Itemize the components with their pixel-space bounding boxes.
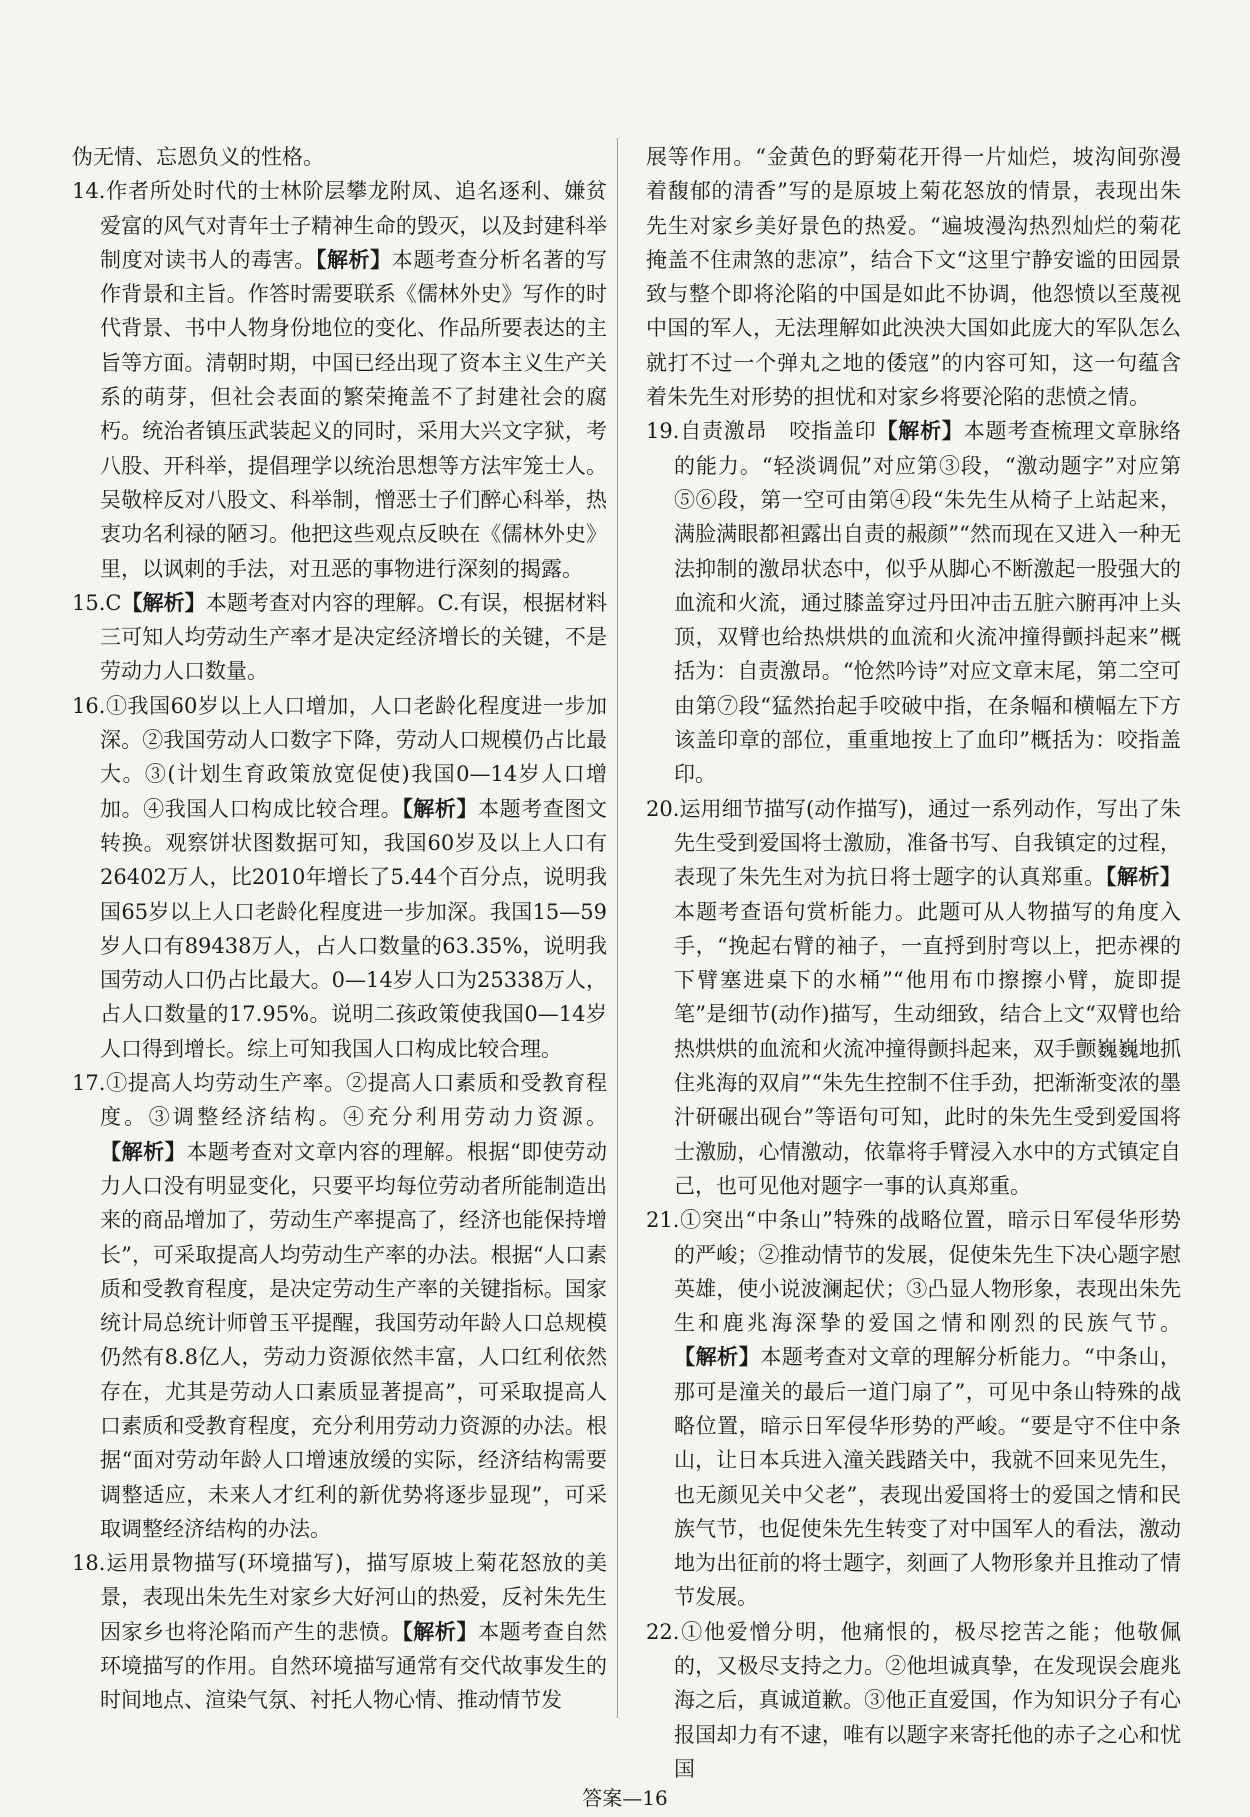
question-number: 18. xyxy=(72,1551,106,1576)
answer-text: 运用细节描写(动作描写)，通过一系列动作，写出了朱先生受到爱国将士激励，准备书写、自我镇定的过程，表现了朱先生对为抗日将士题字的认真郑重。 xyxy=(674,796,1181,890)
question-number: 16. xyxy=(72,693,106,718)
question-number: 21. xyxy=(646,1208,680,1233)
right-column xyxy=(646,140,1181,1786)
analysis-label: 【解析】 xyxy=(402,795,479,821)
analysis-text: 本题考查梳理文章脉络的能力。“轻淡调侃”对应第③段，“激动题字”对应第⑤⑥段，第一空可由第④段“朱先生从椅子上站起来，满脸满眼都袒露出自责的赧颜”“然而现在又进入一种无法抑制的激昂状态中，似乎从脚心不断激起一股强大的血流和火流，通过膝盖穿过丹田冲击五脏六腑再冲上头顶，双臂也给热烘烘的血流和火流冲撞得颤抖起来”概括为：自责激昂。“怆然吟诗”对应文章末尾，第二空可由第⑦段“猛然抬起手咬破中指，在条幅和横幅左下方该盖印章的部位，重重地按上了血印”概括为：咬指盖印。 xyxy=(674,419,1182,787)
answer-item xyxy=(646,140,1181,414)
answer-text: C xyxy=(105,590,122,615)
answer-item xyxy=(72,586,607,689)
answer-text: ①突出“中条山”特殊的战略位置，暗示日军侵华形势的严峻；②推动情节的发展，促使朱先生下决心题字慰英雄，使小说波澜起伏；③凸显人物形象，表现出朱先生和鹿兆海深挚的爱国之情和刚烈的民族气节。 xyxy=(674,1208,1181,1336)
analysis-label: 【解析】 xyxy=(674,1344,761,1370)
question-number: 15. xyxy=(72,590,106,615)
analysis-label: 【解析】 xyxy=(876,418,964,444)
answer-item xyxy=(646,1203,1181,1615)
answer-item xyxy=(72,689,607,1066)
question-number: 20. xyxy=(646,796,680,821)
left-column xyxy=(72,140,607,1718)
answer-text: ①我国60岁以上人口增加，人口老龄化程度进一步加深。②我国劳动人口数字下降，劳动人口规模仍占比最大。③(计划生育政策放宽促使)我国0—14岁人口增加。④我国人口构成比较合理。 xyxy=(100,693,607,821)
analysis-label: 【解析】 xyxy=(315,246,392,272)
analysis-label: 【解析】 xyxy=(121,589,206,615)
answer-text: ①提高人均劳动生产率。②提高人口素质和受教育程度。③调整经济结构。④充分利用劳动力资源。 xyxy=(100,1071,607,1130)
answer-text: 运用景物描写(环境描写)，描写原坡上菊花怒放的美景，表现出朱先生对家乡大好河山的热爱，反衬朱先生因家乡也将沦陷而产生的悲愤。 xyxy=(100,1551,607,1644)
analysis-text: 本题考查对内容的理解。C.有误，根据材料三可知人均劳动生产率才是决定经济增长的关键，不是劳动力人口数量。 xyxy=(100,590,608,684)
analysis-label: 【解析】 xyxy=(402,1618,479,1644)
answer-item xyxy=(72,1066,607,1546)
question-number: 14. xyxy=(72,179,106,204)
answer-item xyxy=(646,414,1181,791)
analysis-label: 【解析】 xyxy=(1105,864,1182,890)
answer-text: 作者所处时代的士林阶层攀龙附凤、追名逐利、嫌贫爱富的风气对青年士子精神生命的毁灭，以及封建科举制度对读书人的毒害。 xyxy=(100,179,607,272)
analysis-text: 本题考查自然环境描写的作用。自然环境描写通常有交代故事发生的时间地点、渲染气氛、衬托人物心情、推动情节发 xyxy=(100,1619,608,1713)
analysis-text: 本题考查图文转换。观察饼状图数据可知，我国60岁及以上人口有26402万人，比2010年增长了5.44个百分点，说明我国65岁以上人口老龄化程度进一步加深。我国15—59岁人口有89438万人，占人口数量的63.35%，说明我国劳动人口仍占比最大。0—14岁人口为25338万人，占人口数量的17.95%。说明二孩政策使我国0—14岁人口得到增长。综上可知我国人口构成比较合理。 xyxy=(100,796,608,1061)
analysis-text: 本题考查语句赏析能力。此题可从人物描写的角度入手，“挽起右臂的袖子，一直捋到肘弯以上，把赤裸的下臂塞进桌下的水桶”“他用布巾擦擦小臂，旋即提笔”是细节(动作)描写，生动细致，结合上文“双臂也给热烘烘的血流和火流冲撞得颤抖起来，双手颤巍巍地抓住兆海的双肩”“朱先生控制不住手劲，把渐渐变浓的墨汁研碾出砚台”等语句可知，此时的朱先生受到爱国将士激励，心情激动，依靠将手臂浸入水中的方式镇定自己，也可见他对题字一事的认真郑重。 xyxy=(674,899,1181,1198)
analysis-text: 本题考查对文章的理解分析能力。“中条山，那可是潼关的最后一道门扇了”，可见中条山特殊的战略位置，暗示日军侵华形势的严峻。“要是守不住中条山，让日本兵进入潼关践踏关中，我就不回来见先生，也无颜见关中父老”，表现出爱国将士的爱国之情和民族气节，也促使朱先生转变了对中国军人的看法，激动地为出征前的将士题字，刻画了人物形象并且推动了情节发展。 xyxy=(674,1345,1182,1610)
column-divider xyxy=(617,138,618,1718)
question-number: 22. xyxy=(646,1619,680,1644)
analysis-text: 展等作用。“金黄色的野菊花开得一片灿烂，坡沟间弥漫着馥郁的清香”写的是原坡上菊花怒放的情景，表现出朱先生对家乡美好景色的热爱。“遍坡漫沟热烈灿烂的菊花掩盖不住肃煞的悲凉”，结合下文“这里宁静安谧的田园景致与整个即将沦陷的中国是如此不协调，他怨愤以至蔑视中国的军人，无法理解如此泱泱大国如此庞大的军队怎么就打不过一个弹丸之地的倭寇”的内容可知，这一句蕴含着朱先生对形势的担忧和对家乡将要沦陷的悲愤之情。 xyxy=(646,145,1181,410)
answer-text: ①他爱憎分明，他痛恨的，极尽挖苦之能；他敬佩的，又极尽支持之力。②他坦诚真挚，在发现误会鹿兆海之后，真诚道歉。③他正直爱国，作为知识分子有心报国却力有不逮，唯有以题字来寄托他的赤子之心和忧国 xyxy=(674,1619,1181,1781)
answer-item xyxy=(646,1615,1181,1786)
answer-text: 自责激昂 咬指盖印 xyxy=(679,419,877,444)
answer-item xyxy=(72,1546,607,1717)
answer-item xyxy=(72,174,607,586)
analysis-label: 【解析】 xyxy=(100,1138,187,1164)
analysis-text: 本题考查分析名著的写作背景和主旨。作答时需要联系《儒林外史》写作的时代背景、书中人物身份地位的变化、作品所要表达的主旨等方面。清朝时期，中国已经出现了资本主义生产关系的萌芽，但社会表面的繁荣掩盖不了封建社会的腐朽。统治者镇压武装起义的同时，采用大兴文字狱，考八股、开科举，提倡理学以统治思想等方法牢笼士人。吴敬梓反对八股文、科举制，憎恶士子们醉心科举，热衷功名利禄的陋习。他把这些观点反映在《儒林外史》里，以讽刺的手法，对丑恶的事物进行深刻的揭露。 xyxy=(100,247,608,581)
question-number: 19. xyxy=(646,419,680,444)
answer-item xyxy=(646,792,1181,1204)
page-footer: 答案—16 xyxy=(582,1786,668,1810)
analysis-text: 伪无情、忘恩负义的性格。 xyxy=(72,145,324,169)
answer-item xyxy=(72,140,607,174)
analysis-text: 本题考查对文章内容的理解。根据“即使劳动力人口没有明显变化，只要平均每位劳动者所能制造出来的商品增加了，劳动生产率提高了，经济也能保持增长”，可采取提高人均劳动生产率的办法。根据“人口素质和受教育程度，是决定劳动生产率的关键指标。国家统计局总统计师曾玉平提醒，我国劳动年龄人口总规模仍然有8.8亿人，劳动力资源依然丰富，人口红利依然存在，尤其是劳动人口素质显著提高”，可采取提高人口素质和受教育程度，充分利用劳动力资源的办法。根据“面对劳动年龄人口增速放缓的实际，经济结构需要调整适应，未来人才红利的新优势将逐步显现”，可采取调整经济结构的办法。 xyxy=(100,1139,608,1541)
question-number: 17. xyxy=(72,1071,106,1096)
